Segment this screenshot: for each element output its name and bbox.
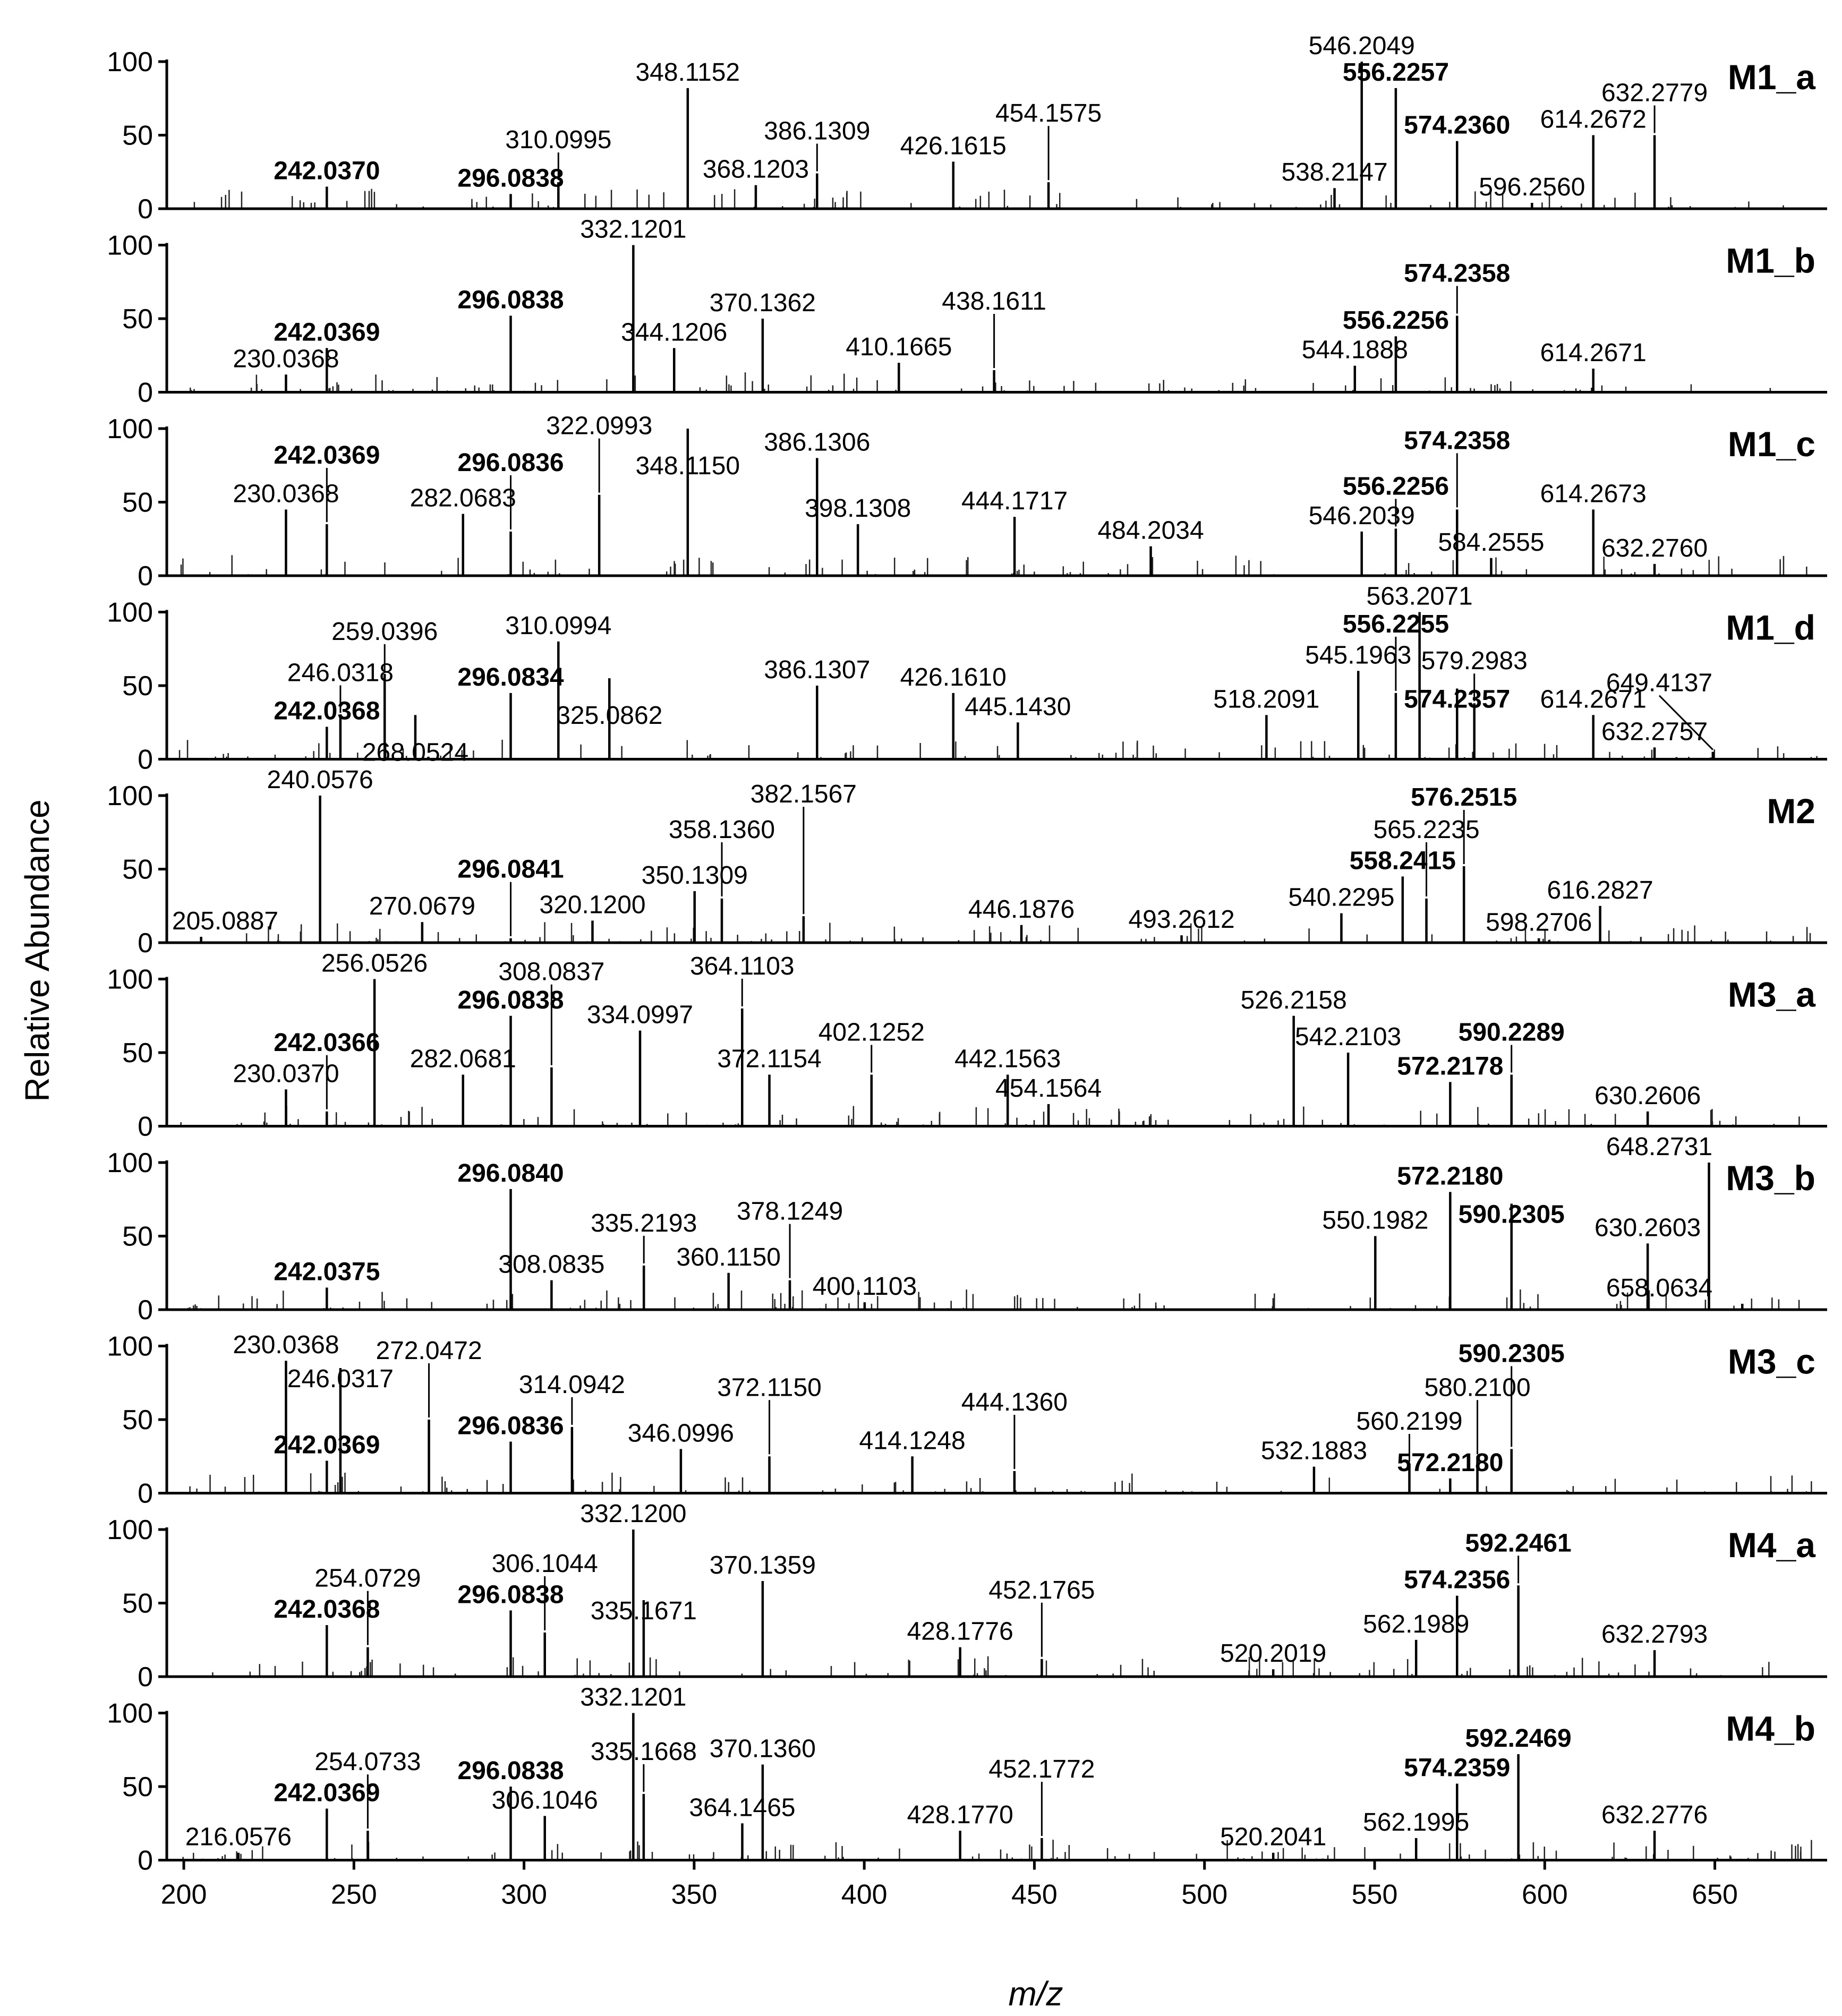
peak-label: 526.2158 — [1240, 986, 1347, 1014]
spectrum-panel-m3-a — [107, 950, 1827, 1142]
peak-label: 370.1360 — [709, 1735, 816, 1763]
x-tick-label: 350 — [671, 1879, 718, 1910]
peak-label: 296.0836 — [457, 1412, 564, 1440]
panel-label: M3_a — [1727, 975, 1815, 1014]
peak-label: 246.0318 — [287, 659, 394, 687]
peak-label: 576.2515 — [1411, 783, 1517, 811]
peak-label: 334.0997 — [586, 1001, 694, 1029]
y-tick-label: 100 — [107, 230, 153, 261]
peak-label: 658.0634 — [1606, 1274, 1713, 1302]
y-tick-label: 50 — [122, 487, 153, 518]
x-tick-label: 250 — [330, 1879, 377, 1910]
peak-label: 335.1668 — [590, 1737, 697, 1766]
peak-label: 545.1963 — [1305, 641, 1412, 670]
panel-label: M3_c — [1727, 1342, 1815, 1381]
peak-label: 563.2071 — [1366, 582, 1473, 611]
peak-label: 590.2289 — [1458, 1018, 1565, 1047]
panel-label: M4_b — [1726, 1709, 1815, 1748]
peak-label: 259.0396 — [331, 617, 438, 646]
peak-label: 572.2180 — [1397, 1448, 1504, 1477]
x-axis-title: m/z — [1008, 1975, 1063, 2013]
peak-label: 518.2091 — [1213, 685, 1320, 714]
peak-label: 649.4137 — [1606, 669, 1713, 697]
peak-label: 242.0368 — [274, 697, 380, 725]
peak-label: 452.1772 — [988, 1755, 1095, 1783]
y-tick-label: 50 — [122, 671, 153, 702]
peak-label: 598.2706 — [1486, 908, 1592, 937]
y-tick-label: 50 — [122, 304, 153, 335]
peak-label: 344.1206 — [621, 318, 728, 347]
spectrum-panel-m4-b — [107, 1684, 1827, 1876]
peak-label: 410.1665 — [846, 333, 952, 362]
peak-label: 254.0729 — [314, 1564, 421, 1593]
peak-label: 574.2359 — [1404, 1754, 1511, 1782]
peak-label: 282.0683 — [410, 484, 516, 512]
peak-label: 454.1575 — [995, 99, 1102, 128]
peak-label: 268.0524 — [362, 738, 469, 767]
peak-label: 358.1360 — [668, 815, 775, 844]
peak-label: 632.2757 — [1601, 717, 1708, 746]
peak-label: 632.2793 — [1601, 1620, 1708, 1649]
peak-label: 574.2357 — [1404, 685, 1511, 714]
peak-label: 592.2461 — [1465, 1529, 1572, 1558]
peak-label: 546.2039 — [1308, 501, 1415, 530]
peak-label: 426.1615 — [900, 132, 1007, 160]
peak-label: 272.0472 — [376, 1337, 482, 1365]
peak-label: 306.1046 — [491, 1786, 598, 1815]
y-tick-label: 100 — [107, 964, 153, 995]
y-tick-label: 100 — [107, 414, 153, 445]
y-tick-label: 0 — [138, 377, 153, 408]
peak-label: 386.1306 — [764, 428, 871, 457]
y-tick-label: 50 — [122, 1772, 153, 1803]
panel-label: M1_b — [1726, 241, 1815, 280]
peak-label: 542.2103 — [1295, 1023, 1402, 1051]
peak-label: 322.0993 — [546, 412, 653, 440]
peak-label: 378.1249 — [736, 1197, 843, 1226]
baseline-noise — [181, 1289, 1803, 1310]
spectra-panels — [107, 32, 1827, 1876]
peak-label: 648.2731 — [1606, 1133, 1713, 1161]
peak-label: 332.1201 — [580, 1683, 687, 1712]
peak-label: 240.0576 — [267, 766, 373, 794]
peak-label: 256.0526 — [321, 949, 428, 978]
spectrum-panel-m1-d — [107, 583, 1827, 775]
peak-label: 325.0862 — [556, 702, 663, 730]
y-tick-label: 0 — [138, 744, 153, 775]
peak-label: 442.1563 — [954, 1045, 1061, 1073]
baseline-noise — [181, 1106, 1804, 1126]
y-tick-label: 50 — [122, 1221, 153, 1252]
y-tick-label: 0 — [138, 1111, 153, 1142]
spectrum-panel-m2 — [107, 766, 1827, 959]
y-tick-label: 100 — [107, 1698, 153, 1729]
peak-label: 306.1044 — [491, 1549, 598, 1578]
peak-label: 562.1989 — [1363, 1610, 1470, 1638]
peak-label: 242.0370 — [274, 157, 380, 185]
peak-label: 402.1252 — [818, 1018, 925, 1047]
peak-label: 370.1362 — [709, 289, 816, 317]
peak-label: 592.2469 — [1465, 1724, 1572, 1753]
peak-label: 364.1103 — [689, 952, 795, 980]
peak-label: 574.2356 — [1404, 1566, 1511, 1594]
peak-label: 579.2983 — [1421, 647, 1528, 676]
panel-label: M2 — [1767, 791, 1815, 831]
y-tick-label: 0 — [138, 1662, 153, 1693]
peak-label: 426.1610 — [900, 663, 1007, 691]
peak-label: 364.1465 — [689, 1793, 796, 1822]
baseline-noise — [190, 372, 1807, 392]
y-tick-label: 100 — [107, 781, 153, 811]
peak-label: 335.1671 — [590, 1596, 697, 1625]
y-tick-label: 0 — [138, 1295, 153, 1326]
peak-label: 308.0835 — [498, 1250, 605, 1279]
peak-label: 332.1200 — [580, 1500, 687, 1528]
x-tick-label: 500 — [1181, 1879, 1228, 1910]
peak-label: 242.0369 — [274, 441, 380, 470]
peak-label: 230.0368 — [233, 345, 339, 373]
peak-label: 538.2147 — [1281, 158, 1388, 187]
panel-label: M1_c — [1727, 424, 1815, 464]
peak-label: 590.2305 — [1458, 1339, 1565, 1368]
peak-label: 438.1611 — [942, 287, 1046, 315]
y-tick-label: 0 — [138, 928, 153, 959]
peak-label: 630.2603 — [1594, 1214, 1701, 1242]
spectrum-panel-m3-b — [107, 1133, 1827, 1326]
peak-label: 335.2193 — [591, 1209, 697, 1237]
peak-label: 444.1717 — [961, 487, 1068, 516]
peak-label: 368.1203 — [702, 155, 809, 184]
spectrum-panel-m4-a — [107, 1500, 1827, 1693]
peak-label: 558.2415 — [1349, 847, 1456, 875]
peak-label: 452.1765 — [988, 1576, 1095, 1604]
peak-label: 454.1564 — [995, 1074, 1102, 1103]
peak-label: 556.2255 — [1342, 610, 1449, 638]
spectrum-panel-m1-c — [107, 412, 1827, 592]
peak-label: 398.1308 — [805, 494, 911, 523]
peak-label: 282.0681 — [410, 1045, 516, 1073]
panel-label: M1_a — [1727, 57, 1815, 97]
peak-label: 444.1360 — [961, 1388, 1068, 1416]
y-tick-label: 100 — [107, 1331, 153, 1362]
baseline-noise — [184, 1656, 1810, 1677]
peak-label: 580.2100 — [1424, 1373, 1531, 1402]
peak-label: 296.0838 — [457, 164, 564, 193]
peak-label: 574.2358 — [1404, 426, 1511, 455]
peak-label: 386.1307 — [764, 656, 871, 684]
peak-label: 574.2358 — [1404, 259, 1511, 288]
peak-label: 574.2360 — [1404, 111, 1511, 140]
y-tick-label: 50 — [122, 1038, 153, 1069]
y-tick-label: 100 — [107, 1148, 153, 1178]
spectrum-panel-m1-b — [107, 216, 1827, 408]
peak-label: 596.2560 — [1479, 173, 1585, 201]
peak-label: 242.0366 — [274, 1028, 380, 1057]
peak-label: 242.0369 — [274, 1779, 380, 1807]
panel-label: M3_b — [1726, 1158, 1815, 1198]
peak-label: 556.2256 — [1342, 306, 1449, 335]
x-tick-label: 600 — [1521, 1879, 1568, 1910]
peak-label: 414.1248 — [859, 1426, 966, 1455]
x-axis — [161, 1860, 1738, 1910]
peak-label: 532.1883 — [1260, 1437, 1368, 1465]
peak-label: 216.0576 — [185, 1823, 292, 1851]
baseline-noise — [180, 1473, 1812, 1493]
peak-label: 296.0834 — [457, 663, 564, 691]
peak-label: 614.2673 — [1540, 480, 1647, 508]
peak-label: 632.2776 — [1601, 1801, 1708, 1830]
peak-label: 562.1995 — [1363, 1808, 1470, 1836]
peak-label: 614.2671 — [1540, 685, 1647, 714]
peak-label: 230.0368 — [233, 1331, 339, 1360]
spectrum-panel-m3-c — [107, 1331, 1827, 1509]
peak-label: 242.0369 — [274, 318, 380, 347]
baseline-noise — [181, 555, 1806, 576]
x-tick-label: 200 — [160, 1879, 207, 1910]
y-tick-label: 100 — [107, 47, 153, 78]
x-tick-label: 650 — [1692, 1879, 1738, 1910]
peak-label: 560.2199 — [1356, 1407, 1463, 1436]
peak-label: 270.0679 — [369, 892, 475, 921]
peak-label: 520.2019 — [1220, 1639, 1327, 1668]
peak-label: 565.2235 — [1373, 815, 1480, 844]
peak-label: 332.1201 — [580, 215, 687, 244]
peak-label: 540.2295 — [1288, 883, 1395, 912]
peak-label: 230.0368 — [233, 480, 339, 508]
x-tick-label: 450 — [1011, 1879, 1058, 1910]
peak-label: 296.0836 — [457, 448, 564, 477]
peak-label: 400.1103 — [812, 1272, 917, 1301]
peak-label: 630.2606 — [1594, 1081, 1701, 1110]
peak-label: 520.2041 — [1220, 1823, 1327, 1851]
peak-label: 348.1150 — [635, 452, 740, 480]
peak-label: 348.1152 — [635, 58, 740, 87]
spectrum-panel-m1-a — [107, 32, 1827, 225]
peak-label: 484.2034 — [1097, 516, 1204, 545]
peak-label: 296.0838 — [457, 1757, 564, 1785]
peak-label: 230.0370 — [233, 1060, 339, 1088]
peak-label: 556.2256 — [1342, 472, 1449, 501]
peak-label: 590.2305 — [1458, 1200, 1565, 1229]
peak-label: 205.0887 — [172, 907, 279, 935]
y-tick-label: 50 — [122, 120, 153, 151]
peak-label: 372.1150 — [717, 1373, 822, 1402]
peak-label: 346.0996 — [627, 1419, 735, 1448]
peak-label: 546.2049 — [1308, 32, 1415, 60]
peak-label: 616.2827 — [1547, 876, 1653, 904]
peak-label: 446.1876 — [968, 895, 1075, 924]
peak-label: 614.2672 — [1540, 105, 1647, 134]
peak-label: 386.1309 — [764, 117, 871, 146]
y-tick-label: 50 — [122, 1405, 153, 1436]
y-axis-title: Relative Abundance — [18, 799, 56, 1102]
baseline-noise — [183, 1840, 1812, 1860]
y-tick-label: 50 — [122, 1588, 153, 1619]
peak-label: 296.0838 — [457, 986, 564, 1014]
peak-label: 428.1776 — [907, 1617, 1013, 1646]
peak-label: 572.2178 — [1397, 1052, 1504, 1081]
peak-label: 370.1359 — [709, 1551, 816, 1579]
panel-label: M1_d — [1726, 608, 1815, 647]
y-tick-label: 50 — [122, 854, 153, 885]
peak-label: 614.2671 — [1540, 339, 1647, 368]
peak-label: 310.0995 — [505, 126, 612, 155]
panel-label: M4_a — [1727, 1525, 1815, 1565]
peak-label: 308.0837 — [498, 958, 605, 986]
peak-label: 382.1567 — [750, 780, 857, 809]
peak-label: 314.0942 — [518, 1370, 625, 1399]
peak-label: 242.0375 — [274, 1258, 380, 1286]
peak-label: 242.0369 — [274, 1431, 380, 1459]
y-tick-label: 0 — [138, 561, 153, 592]
peak-label: 360.1150 — [676, 1243, 781, 1271]
peak-label: 632.2760 — [1601, 534, 1708, 562]
peak-label: 428.1770 — [907, 1801, 1013, 1830]
peak-label: 584.2555 — [1438, 528, 1545, 557]
y-tick-label: 0 — [138, 194, 153, 225]
peak-label: 550.1982 — [1322, 1206, 1429, 1235]
peak-label: 372.1154 — [717, 1045, 822, 1073]
peak-label: 572.2180 — [1397, 1162, 1504, 1191]
x-tick-label: 550 — [1351, 1879, 1398, 1910]
peak-label: 254.0733 — [314, 1748, 421, 1776]
peak-label: 556.2257 — [1342, 58, 1449, 87]
peak-label: 246.0317 — [287, 1365, 394, 1394]
peak-label: 296.0840 — [457, 1159, 564, 1188]
y-tick-label: 100 — [107, 597, 153, 628]
peak-label: 296.0838 — [457, 286, 564, 314]
peak-label: 350.1309 — [641, 861, 748, 890]
y-tick-label: 0 — [138, 1845, 153, 1876]
peak-label: 320.1200 — [539, 891, 646, 919]
peak-label: 296.0838 — [457, 1581, 564, 1609]
y-tick-label: 100 — [107, 1515, 153, 1545]
x-tick-label: 400 — [841, 1879, 888, 1910]
peak-label: 493.2612 — [1128, 906, 1235, 934]
peak-label: 445.1430 — [965, 693, 1071, 721]
peak-label: 632.2779 — [1601, 79, 1708, 107]
peak-label: 242.0368 — [274, 1595, 380, 1624]
peak-label: 310.0994 — [505, 611, 612, 640]
x-tick-label: 300 — [501, 1879, 547, 1910]
peak-label: 544.1888 — [1301, 336, 1408, 364]
peak-label: 296.0841 — [457, 855, 564, 884]
y-tick-label: 0 — [138, 1478, 153, 1509]
